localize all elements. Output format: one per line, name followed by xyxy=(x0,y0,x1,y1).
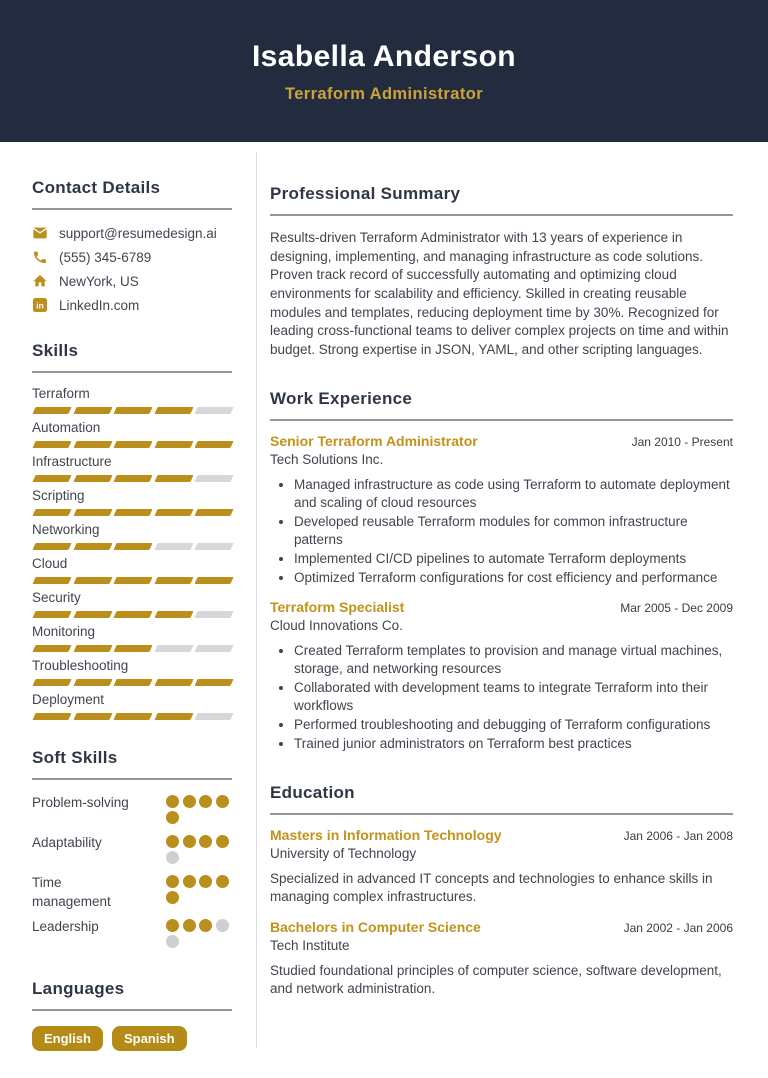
rating-dot xyxy=(166,851,179,864)
skill-label: Troubleshooting xyxy=(32,658,129,673)
heading-rule xyxy=(270,813,733,815)
experience-section xyxy=(270,389,733,752)
soft-skill-item xyxy=(32,833,232,867)
job-bullets xyxy=(270,642,733,753)
heading-rule xyxy=(32,371,232,373)
summary-text: Results-driven Terraform Administrator with 13 years of experience in designing, implementing, and managing infrastructure as code solutions. Proven track record of successfully automating and optimizing cloud environments for scalability and efficiency. Skilled in creating reusable modules and templates, reducing deployment time by 30%. Recognized for leading cross-functional teams to deliver complex projects on time and within budget. Strong expertise in JSON, YAML, and other scripting languages. xyxy=(270,230,729,357)
contact-text: support@resumedesign.ai xyxy=(59,225,217,241)
skill-item xyxy=(32,555,232,584)
skills-list xyxy=(32,385,232,720)
soft-skill-item xyxy=(32,873,232,911)
rating-dot xyxy=(216,919,229,932)
languages-heading: Languages xyxy=(32,979,125,998)
resume-header xyxy=(0,0,768,142)
rating-dot xyxy=(166,919,179,932)
skill-label: Scripting xyxy=(32,488,85,503)
skill-bar-segment xyxy=(195,679,234,686)
skill-bar-segment xyxy=(73,679,112,686)
skill-bar xyxy=(32,713,232,720)
sidebar xyxy=(0,142,256,1078)
skill-bar xyxy=(32,509,232,516)
degree-entry xyxy=(270,827,733,907)
degree-school: Tech Institute xyxy=(270,937,350,953)
contact-item xyxy=(32,273,232,289)
degree-dates: Jan 2002 - Jan 2006 xyxy=(623,920,733,935)
soft-skill-dots xyxy=(166,873,232,907)
skill-bar-segment xyxy=(195,645,234,652)
skill-bar-segment xyxy=(32,441,71,448)
skill-bar-segment xyxy=(195,509,234,516)
soft-skill-label: Adaptability xyxy=(32,835,102,850)
soft-skills-list xyxy=(32,793,232,951)
skill-bar-segment xyxy=(32,475,71,482)
skill-bar-segment xyxy=(195,577,234,584)
skill-bar-segment xyxy=(32,713,71,720)
job-bullet: • Trained junior administrators on Terraform best practices xyxy=(294,735,733,753)
rating-dot xyxy=(183,835,196,848)
skill-item xyxy=(32,657,232,686)
skill-label: Monitoring xyxy=(32,624,96,639)
linkedin-icon xyxy=(32,297,48,313)
candidate-name: Isabella Anderson xyxy=(251,40,517,73)
skill-bar-segment xyxy=(32,645,71,652)
home-icon xyxy=(32,273,48,289)
degree-description: Studied foundational principles of computer science, software development, and network administration. xyxy=(270,962,722,996)
skill-bar xyxy=(32,407,232,414)
rating-dot xyxy=(183,919,196,932)
education-heading: Education xyxy=(270,782,355,802)
skill-bar-segment xyxy=(154,475,193,482)
skill-item xyxy=(32,623,232,652)
degree-entry xyxy=(270,919,733,999)
rating-dot xyxy=(166,835,179,848)
skill-bar-segment xyxy=(32,611,71,618)
skill-bar xyxy=(32,441,232,448)
skill-item xyxy=(32,691,232,720)
rating-dot xyxy=(166,875,179,888)
experience-heading: Work Experience xyxy=(270,389,413,409)
skill-label: Infrastructure xyxy=(32,454,112,469)
rating-dot xyxy=(166,891,179,904)
degree-description: Specialized in advanced IT concepts and technologies to enhance skills in managing complex infrastructures. xyxy=(270,870,713,905)
soft-skill-dots xyxy=(166,917,232,951)
contact-text: NewYork, US xyxy=(59,273,139,289)
main-column xyxy=(257,142,768,1078)
job-title: Senior Terraform Administrator xyxy=(270,433,478,450)
skill-bar-segment xyxy=(32,679,71,686)
degree-header xyxy=(270,827,733,843)
summary-section xyxy=(270,184,733,359)
job-company: Cloud Innovations Co. xyxy=(270,618,403,634)
email-icon xyxy=(32,225,48,241)
heading-rule xyxy=(270,419,733,421)
rating-dot xyxy=(216,875,229,888)
skill-bar-segment xyxy=(114,543,153,550)
languages-section xyxy=(32,979,232,1051)
skill-bar-segment xyxy=(195,441,234,448)
skill-bar-segment xyxy=(154,543,193,550)
skill-label: Terraform xyxy=(32,386,90,401)
skill-bar-segment xyxy=(73,441,112,448)
job-bullet: • Implemented CI/CD pipelines to automate Terraform deployments xyxy=(294,550,733,568)
skill-bar-segment xyxy=(154,679,193,686)
soft-skills-section xyxy=(32,748,232,951)
degree-school: University of Technology xyxy=(270,845,417,861)
skill-bar-segment xyxy=(154,441,193,448)
soft-skill-label: Time management xyxy=(32,875,111,909)
skill-bar-segment xyxy=(195,713,234,720)
rating-dot xyxy=(216,795,229,808)
phone-icon xyxy=(32,249,48,265)
rating-dot xyxy=(183,875,196,888)
soft-skill-item xyxy=(32,917,232,951)
job-header xyxy=(270,433,733,449)
skill-bar-segment xyxy=(154,577,193,584)
skill-bar-segment xyxy=(114,713,153,720)
skill-item xyxy=(32,589,232,618)
heading-rule xyxy=(32,778,232,780)
contact-item xyxy=(32,249,232,265)
skill-label: Security xyxy=(32,590,81,605)
contact-item xyxy=(32,225,232,241)
resume-body xyxy=(0,142,768,1078)
heading-rule xyxy=(270,214,733,216)
skill-item xyxy=(32,521,232,550)
skill-bar-segment xyxy=(73,509,112,516)
skill-bar-segment xyxy=(32,407,71,414)
skill-bar-segment xyxy=(195,611,234,618)
language-badge: Spanish xyxy=(112,1026,187,1051)
skill-bar-segment xyxy=(114,407,153,414)
education-list xyxy=(270,827,733,998)
job-entry xyxy=(270,433,733,587)
skill-bar-segment xyxy=(73,577,112,584)
job-bullet: • Performed troubleshooting and debugging of Terraform configurations xyxy=(294,716,733,734)
heading-rule xyxy=(32,208,232,210)
degree-header xyxy=(270,919,733,935)
skills-heading: Skills xyxy=(32,341,79,360)
rating-dot xyxy=(199,919,212,932)
job-bullet: • Managed infrastructure as code using Terraform to automate deployment and scaling of cloud resources xyxy=(294,476,733,512)
candidate-title: Terraform Administrator xyxy=(284,85,484,103)
skill-bar-segment xyxy=(154,713,193,720)
skill-bar-segment xyxy=(114,441,153,448)
soft-skill-dots xyxy=(166,833,232,867)
skill-bar-segment xyxy=(32,543,71,550)
contact-item xyxy=(32,297,232,313)
skill-bar xyxy=(32,577,232,584)
rating-dot xyxy=(183,795,196,808)
degree-dates: Jan 2006 - Jan 2008 xyxy=(623,828,733,843)
degree-title: Bachelors in Computer Science xyxy=(270,918,481,935)
job-bullet: • Collaborated with development teams to integrate Terraform into their workflows xyxy=(294,679,733,715)
skill-bar xyxy=(32,645,232,652)
soft-skill-label: Leadership xyxy=(32,919,99,934)
skills-section xyxy=(32,341,232,720)
contact-section xyxy=(32,178,232,313)
skill-label: Networking xyxy=(32,522,100,537)
languages-list xyxy=(32,1026,232,1051)
job-bullet: • Created Terraform templates to provision and manage virtual machines, storage, and networking resources xyxy=(294,642,733,678)
contact-heading: Contact Details xyxy=(32,178,161,197)
skill-bar-segment xyxy=(154,509,193,516)
skill-bar xyxy=(32,543,232,550)
skill-bar-segment xyxy=(114,509,153,516)
job-dates: Jan 2010 - Present xyxy=(631,435,733,450)
skill-bar-segment xyxy=(195,543,234,550)
jobs-list xyxy=(270,433,733,752)
skill-bar-segment xyxy=(73,611,112,618)
skill-label: Automation xyxy=(32,420,101,435)
job-header xyxy=(270,599,733,615)
skill-bar-segment xyxy=(195,475,234,482)
skill-bar-segment xyxy=(73,407,112,414)
job-title: Terraform Specialist xyxy=(270,599,405,616)
skill-bar-segment xyxy=(32,509,71,516)
rating-dot xyxy=(216,835,229,848)
skill-bar xyxy=(32,679,232,686)
language-badge: English xyxy=(32,1026,103,1051)
job-bullets xyxy=(270,476,733,587)
skill-bar xyxy=(32,611,232,618)
skill-label: Deployment xyxy=(32,692,105,707)
summary-heading: Professional Summary xyxy=(270,184,461,203)
degree-title: Masters in Information Technology xyxy=(270,826,502,843)
rating-dot xyxy=(199,875,212,888)
skill-bar-segment xyxy=(114,577,153,584)
rating-dot xyxy=(166,811,179,824)
skill-bar-segment xyxy=(154,407,193,414)
skill-bar-segment xyxy=(32,577,71,584)
contact-text: (555) 345-6789 xyxy=(59,249,152,265)
soft-skill-label: Problem-solving xyxy=(32,795,129,810)
job-bullet: • Developed reusable Terraform modules for common infrastructure patterns xyxy=(294,513,733,549)
job-bullet: • Optimized Terraform configurations for cost efficiency and performance xyxy=(294,569,733,587)
soft-skill-dots xyxy=(166,793,232,827)
skill-bar-segment xyxy=(114,475,153,482)
skill-bar-segment xyxy=(114,679,153,686)
skill-item xyxy=(32,419,232,448)
rating-dot xyxy=(166,795,179,808)
job-company: Tech Solutions Inc. xyxy=(270,452,384,468)
job-dates: Mar 2005 - Dec 2009 xyxy=(620,601,733,616)
skill-bar xyxy=(32,475,232,482)
skill-bar-segment xyxy=(73,475,112,482)
soft-skills-heading: Soft Skills xyxy=(32,748,118,767)
rating-dot xyxy=(199,835,212,848)
skill-label: Cloud xyxy=(32,556,68,571)
skill-item xyxy=(32,453,232,482)
svg-text:in: in xyxy=(36,300,44,311)
skill-bar-segment xyxy=(73,543,112,550)
rating-dot xyxy=(166,935,179,948)
skill-item xyxy=(32,487,232,516)
skill-bar-segment xyxy=(195,407,234,414)
skill-bar-segment xyxy=(114,645,153,652)
skill-item xyxy=(32,385,232,414)
skill-bar-segment xyxy=(114,611,153,618)
skill-bar-segment xyxy=(154,645,193,652)
education-section xyxy=(270,783,733,998)
skill-bar-segment xyxy=(154,611,193,618)
contact-text: LinkedIn.com xyxy=(59,297,140,313)
rating-dot xyxy=(199,795,212,808)
job-entry xyxy=(270,599,733,753)
skill-bar-segment xyxy=(73,713,112,720)
contact-list xyxy=(32,225,232,313)
soft-skill-item xyxy=(32,793,232,827)
skill-bar-segment xyxy=(73,645,112,652)
heading-rule xyxy=(32,1009,232,1011)
